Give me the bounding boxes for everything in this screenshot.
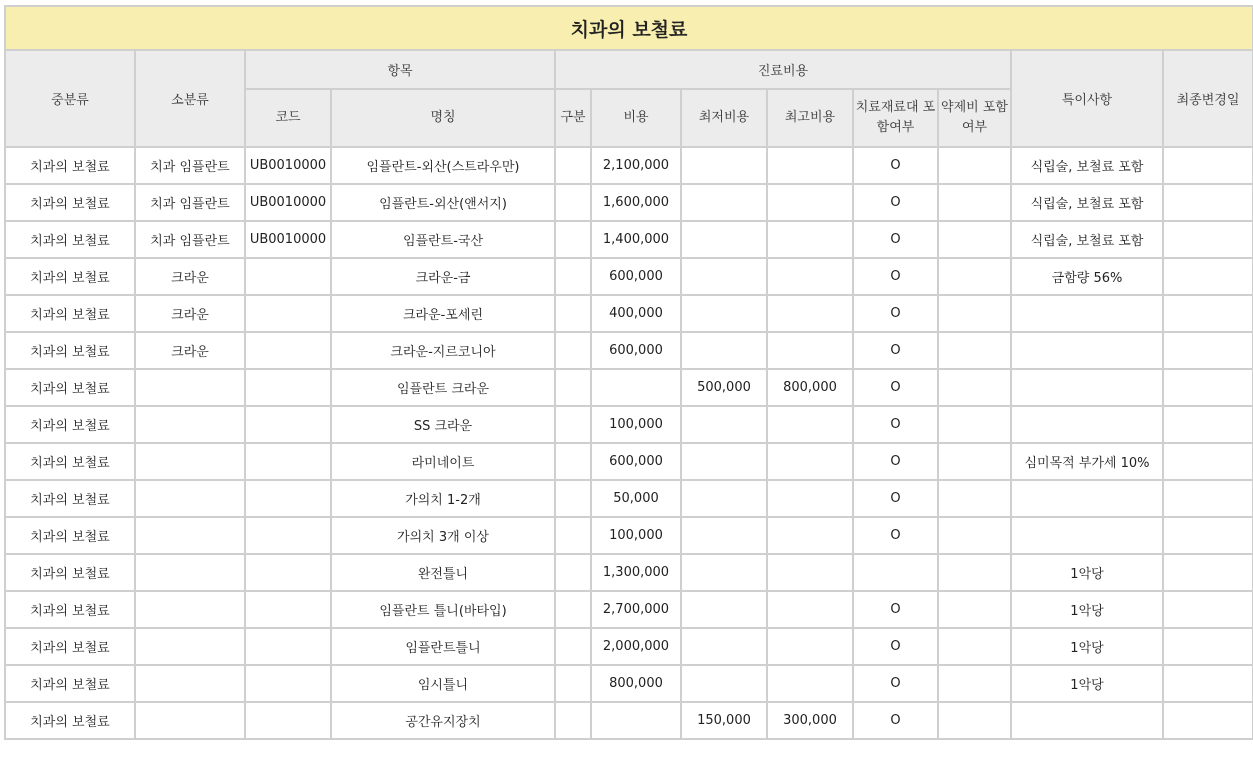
cell-remarks	[1011, 332, 1163, 369]
table-row	[5, 517, 1253, 554]
cell-mid-category: 치과의 보철료	[5, 628, 135, 665]
cell-code	[245, 369, 331, 406]
table-row	[5, 443, 1253, 480]
cell-last-modified	[1163, 628, 1253, 665]
cell-material-included: O	[853, 702, 938, 739]
cell-code	[245, 591, 331, 628]
cell-last-modified	[1163, 147, 1253, 184]
cell-code: UB0010000	[245, 147, 331, 184]
table-row	[5, 184, 1253, 221]
cell-drug-included	[938, 406, 1011, 443]
cell-division	[555, 221, 591, 258]
cell-mid-category: 치과의 보철료	[5, 702, 135, 739]
cell-division	[555, 406, 591, 443]
cell-name: 임플란트틀니	[331, 628, 555, 665]
cell-remarks	[1011, 406, 1163, 443]
table-row	[5, 628, 1253, 665]
cell-max-cost: 300,000	[767, 702, 853, 739]
cell-drug-included	[938, 369, 1011, 406]
cell-min-cost	[681, 295, 767, 332]
cell-name: SS 크라운	[331, 406, 555, 443]
cell-sub-category: 치과 임플란트	[135, 221, 245, 258]
cell-name: 라미네이트	[331, 443, 555, 480]
cell-name: 임플란트 틀니(바타입)	[331, 591, 555, 628]
cell-drug-included	[938, 591, 1011, 628]
cell-mid-category: 치과의 보철료	[5, 665, 135, 702]
cell-code	[245, 406, 331, 443]
cell-min-cost	[681, 554, 767, 591]
cell-last-modified	[1163, 554, 1253, 591]
fee-table	[4, 5, 1253, 740]
cell-division	[555, 554, 591, 591]
cell-drug-included	[938, 665, 1011, 702]
cell-sub-category	[135, 443, 245, 480]
cell-cost: 50,000	[591, 480, 681, 517]
cell-sub-category	[135, 591, 245, 628]
cell-max-cost	[767, 332, 853, 369]
cell-division	[555, 332, 591, 369]
cell-code	[245, 702, 331, 739]
fee-table-container	[4, 5, 1252, 740]
header-remarks: 특이사항	[1011, 50, 1163, 147]
cell-last-modified	[1163, 184, 1253, 221]
cell-mid-category: 치과의 보철료	[5, 369, 135, 406]
table-title: 치과의 보철료	[5, 6, 1253, 50]
cell-material-included: O	[853, 332, 938, 369]
cell-sub-category: 치과 임플란트	[135, 147, 245, 184]
cell-code	[245, 443, 331, 480]
cell-cost: 1,300,000	[591, 554, 681, 591]
cell-mid-category: 치과의 보철료	[5, 332, 135, 369]
cell-sub-category: 크라운	[135, 332, 245, 369]
cell-material-included: O	[853, 369, 938, 406]
cell-cost	[591, 702, 681, 739]
table-row	[5, 665, 1253, 702]
cell-name: 크라운-지르코니아	[331, 332, 555, 369]
cell-name: 임플란트-외산(앤서지)	[331, 184, 555, 221]
cell-remarks	[1011, 480, 1163, 517]
cell-max-cost	[767, 591, 853, 628]
table-row	[5, 406, 1253, 443]
cell-sub-category	[135, 406, 245, 443]
cell-material-included: O	[853, 221, 938, 258]
cell-remarks: 식립술, 보철료 포함	[1011, 147, 1163, 184]
cell-last-modified	[1163, 258, 1253, 295]
cell-last-modified	[1163, 369, 1253, 406]
cell-cost: 100,000	[591, 517, 681, 554]
cell-remarks	[1011, 517, 1163, 554]
cell-mid-category: 치과의 보철료	[5, 406, 135, 443]
cell-drug-included	[938, 147, 1011, 184]
cell-name: 완전틀니	[331, 554, 555, 591]
cell-sub-category	[135, 665, 245, 702]
cell-division	[555, 480, 591, 517]
cell-min-cost	[681, 221, 767, 258]
cell-cost: 1,400,000	[591, 221, 681, 258]
cell-last-modified	[1163, 406, 1253, 443]
cell-last-modified	[1163, 295, 1253, 332]
cell-division	[555, 665, 591, 702]
cell-min-cost	[681, 184, 767, 221]
cell-cost: 2,100,000	[591, 147, 681, 184]
cell-drug-included	[938, 628, 1011, 665]
table-row	[5, 369, 1253, 406]
cell-name: 크라운-금	[331, 258, 555, 295]
table-row	[5, 221, 1253, 258]
header-last-modified: 최종변경일	[1163, 50, 1253, 147]
cell-material-included: O	[853, 406, 938, 443]
cell-division	[555, 517, 591, 554]
header-material-included: 치료재료대 포함여부	[853, 89, 938, 147]
cell-max-cost	[767, 443, 853, 480]
cell-cost: 1,600,000	[591, 184, 681, 221]
cell-min-cost	[681, 443, 767, 480]
cell-min-cost	[681, 591, 767, 628]
cell-material-included: O	[853, 258, 938, 295]
cell-code	[245, 665, 331, 702]
cell-remarks: 1악당	[1011, 554, 1163, 591]
table-row	[5, 147, 1253, 184]
cell-material-included: O	[853, 443, 938, 480]
cell-division	[555, 628, 591, 665]
header-cost-group: 진료비용	[555, 50, 1011, 89]
cell-division	[555, 443, 591, 480]
cell-max-cost	[767, 258, 853, 295]
cell-last-modified	[1163, 702, 1253, 739]
cell-remarks	[1011, 369, 1163, 406]
cell-material-included: O	[853, 628, 938, 665]
cell-cost: 600,000	[591, 443, 681, 480]
cell-remarks	[1011, 295, 1163, 332]
header-code: 코드	[245, 89, 331, 147]
cell-material-included: O	[853, 480, 938, 517]
cell-sub-category	[135, 702, 245, 739]
cell-min-cost	[681, 258, 767, 295]
cell-remarks: 금함량 56%	[1011, 258, 1163, 295]
cell-min-cost	[681, 147, 767, 184]
table-row	[5, 258, 1253, 295]
cell-name: 임플란트 크라운	[331, 369, 555, 406]
cell-max-cost	[767, 406, 853, 443]
cell-mid-category: 치과의 보철료	[5, 443, 135, 480]
header-min-cost: 최저비용	[681, 89, 767, 147]
cell-name: 가의치 1-2개	[331, 480, 555, 517]
table-row	[5, 295, 1253, 332]
cell-code	[245, 332, 331, 369]
cell-cost: 600,000	[591, 332, 681, 369]
cell-code	[245, 295, 331, 332]
cell-division	[555, 147, 591, 184]
cell-code: UB0010000	[245, 221, 331, 258]
cell-material-included: O	[853, 665, 938, 702]
cell-sub-category: 크라운	[135, 258, 245, 295]
cell-mid-category: 치과의 보철료	[5, 480, 135, 517]
cell-division	[555, 295, 591, 332]
cell-min-cost	[681, 406, 767, 443]
table-row	[5, 702, 1253, 739]
cell-last-modified	[1163, 665, 1253, 702]
cell-min-cost	[681, 628, 767, 665]
cell-code	[245, 554, 331, 591]
cell-last-modified	[1163, 332, 1253, 369]
cell-remarks: 식립술, 보철료 포함	[1011, 184, 1163, 221]
cell-drug-included	[938, 258, 1011, 295]
cell-last-modified	[1163, 517, 1253, 554]
cell-remarks: 1악당	[1011, 628, 1163, 665]
cell-max-cost	[767, 147, 853, 184]
cell-max-cost	[767, 517, 853, 554]
cell-last-modified	[1163, 591, 1253, 628]
cell-cost: 100,000	[591, 406, 681, 443]
cell-sub-category: 치과 임플란트	[135, 184, 245, 221]
cell-division	[555, 369, 591, 406]
cell-sub-category: 크라운	[135, 295, 245, 332]
cell-sub-category	[135, 480, 245, 517]
cell-min-cost	[681, 480, 767, 517]
cell-min-cost	[681, 332, 767, 369]
cell-mid-category: 치과의 보철료	[5, 517, 135, 554]
cell-mid-category: 치과의 보철료	[5, 221, 135, 258]
cell-mid-category: 치과의 보철료	[5, 295, 135, 332]
cell-drug-included	[938, 702, 1011, 739]
cell-division	[555, 702, 591, 739]
cell-code: UB0010000	[245, 184, 331, 221]
cell-min-cost	[681, 665, 767, 702]
header-max-cost: 최고비용	[767, 89, 853, 147]
cell-cost: 400,000	[591, 295, 681, 332]
cell-division	[555, 591, 591, 628]
header-mid-category: 중분류	[5, 50, 135, 147]
table-row	[5, 554, 1253, 591]
header-item-group: 항목	[245, 50, 555, 89]
cell-code	[245, 628, 331, 665]
table-body	[5, 147, 1253, 739]
cell-max-cost	[767, 628, 853, 665]
cell-drug-included	[938, 443, 1011, 480]
cell-last-modified	[1163, 480, 1253, 517]
cell-sub-category	[135, 554, 245, 591]
cell-material-included: O	[853, 295, 938, 332]
cell-max-cost	[767, 480, 853, 517]
table-row	[5, 480, 1253, 517]
cell-drug-included	[938, 554, 1011, 591]
cell-cost	[591, 369, 681, 406]
header-sub-category: 소분류	[135, 50, 245, 147]
cell-mid-category: 치과의 보철료	[5, 184, 135, 221]
cell-name: 공간유지장치	[331, 702, 555, 739]
cell-division	[555, 258, 591, 295]
cell-mid-category: 치과의 보철료	[5, 258, 135, 295]
cell-drug-included	[938, 517, 1011, 554]
header-cost: 비용	[591, 89, 681, 147]
cell-min-cost: 150,000	[681, 702, 767, 739]
cell-name: 임시틀니	[331, 665, 555, 702]
cell-max-cost	[767, 295, 853, 332]
cell-drug-included	[938, 295, 1011, 332]
cell-last-modified	[1163, 221, 1253, 258]
cell-drug-included	[938, 221, 1011, 258]
cell-name: 가의치 3개 이상	[331, 517, 555, 554]
cell-min-cost: 500,000	[681, 369, 767, 406]
cell-material-included: O	[853, 147, 938, 184]
cell-last-modified	[1163, 443, 1253, 480]
cell-material-included: O	[853, 591, 938, 628]
cell-material-included: O	[853, 184, 938, 221]
cell-material-included: O	[853, 517, 938, 554]
cell-max-cost: 800,000	[767, 369, 853, 406]
cell-name: 크라운-포세린	[331, 295, 555, 332]
cell-cost: 600,000	[591, 258, 681, 295]
cell-mid-category: 치과의 보철료	[5, 554, 135, 591]
cell-drug-included	[938, 480, 1011, 517]
cell-max-cost	[767, 665, 853, 702]
table-row	[5, 591, 1253, 628]
cell-material-included	[853, 554, 938, 591]
cell-min-cost	[681, 517, 767, 554]
cell-name: 임플란트-외산(스트라우만)	[331, 147, 555, 184]
cell-remarks: 1악당	[1011, 591, 1163, 628]
cell-sub-category	[135, 369, 245, 406]
cell-max-cost	[767, 184, 853, 221]
cell-code	[245, 480, 331, 517]
cell-code	[245, 517, 331, 554]
cell-division	[555, 184, 591, 221]
cell-drug-included	[938, 184, 1011, 221]
cell-remarks: 식립술, 보철료 포함	[1011, 221, 1163, 258]
table-row	[5, 332, 1253, 369]
cell-cost: 2,700,000	[591, 591, 681, 628]
cell-remarks: 1악당	[1011, 665, 1163, 702]
cell-remarks: 심미목적 부가세 10%	[1011, 443, 1163, 480]
cell-name: 임플란트-국산	[331, 221, 555, 258]
header-drug-included: 약제비 포함여부	[938, 89, 1011, 147]
cell-sub-category	[135, 628, 245, 665]
cell-max-cost	[767, 554, 853, 591]
cell-remarks	[1011, 702, 1163, 739]
cell-drug-included	[938, 332, 1011, 369]
cell-cost: 2,000,000	[591, 628, 681, 665]
cell-mid-category: 치과의 보철료	[5, 147, 135, 184]
cell-sub-category	[135, 517, 245, 554]
cell-max-cost	[767, 221, 853, 258]
header-division: 구분	[555, 89, 591, 147]
cell-mid-category: 치과의 보철료	[5, 591, 135, 628]
cell-cost: 800,000	[591, 665, 681, 702]
cell-code	[245, 258, 331, 295]
header-name: 명칭	[331, 89, 555, 147]
